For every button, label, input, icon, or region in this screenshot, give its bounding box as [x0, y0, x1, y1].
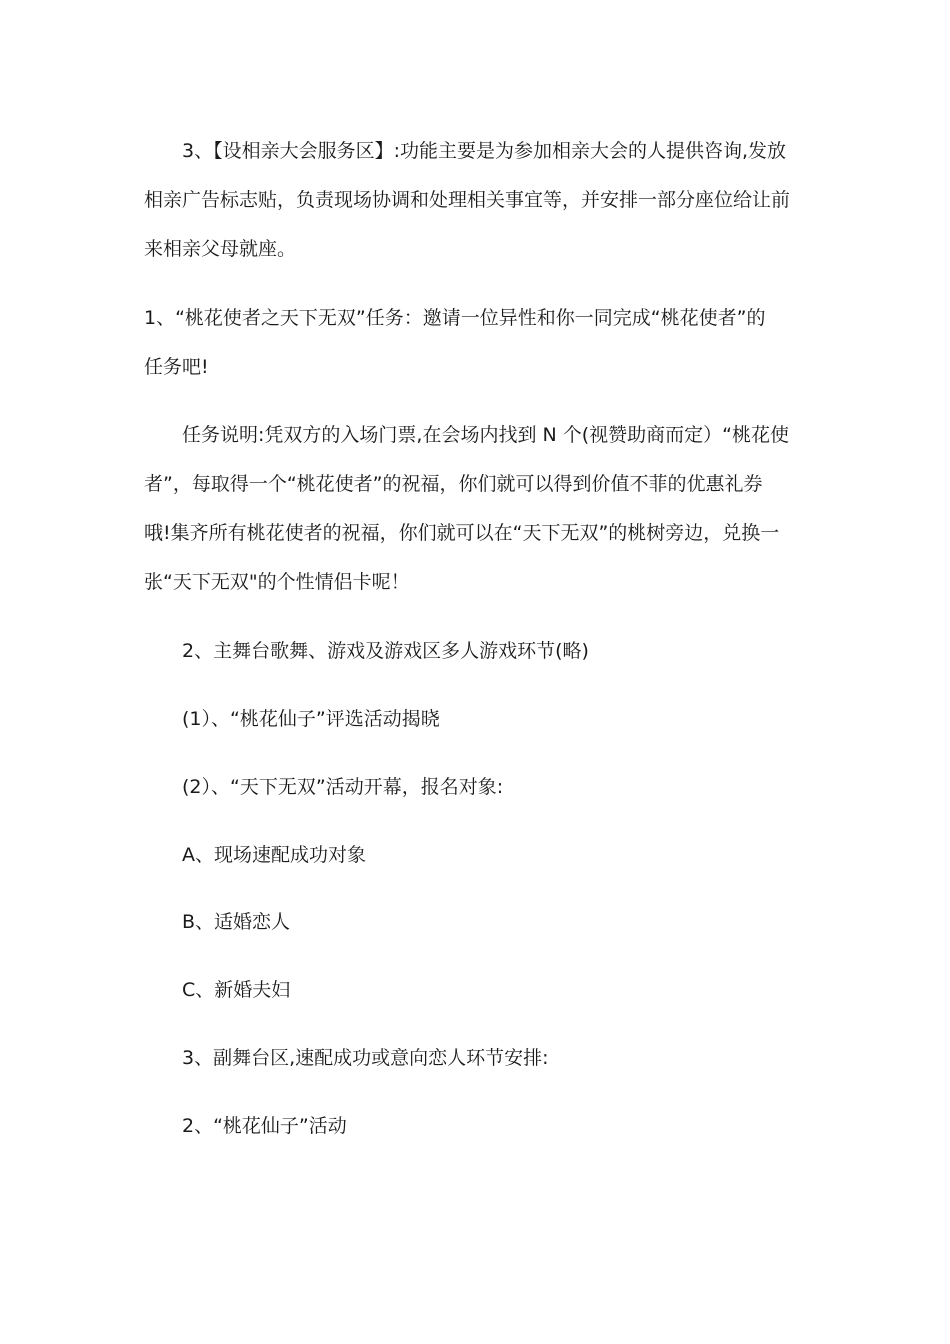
task-description-line-1: 任务说明:凭双方的入场门票,在会场内找到 N 个(视赞助商而定）“桃花使 — [182, 424, 789, 446]
task-description-line-2: 者”，每取得一个“桃花使者”的祝福，你们就可以得到价值不菲的优惠礼券 — [144, 473, 763, 495]
service-area-line-1: 3、【设相亲大会服务区】:功能主要是为参加相亲大会的人提供咨询,发放 — [182, 140, 787, 162]
task-description-line-3: 哦!集齐所有桃花使者的祝福，你们就可以在“天下无双”的桃树旁边，兑换一 — [144, 522, 780, 544]
item-option-c: C、新婚夫妇 — [182, 979, 291, 1001]
item-option-a: A、现场速配成功对象 — [182, 844, 366, 866]
task-intro-line-1: 1、“桃花使者之天下无双”任务：邀请一位异性和你一同完成“桃花使者”的 — [144, 307, 766, 329]
item-opening-registration: (2）、“天下无双”活动开幕，报名对象: — [182, 776, 504, 798]
item-sub-stage: 3、副舞台区,速配成功或意向恋人环节安排: — [182, 1047, 549, 1069]
service-area-line-3: 来相亲父母就座。 — [144, 238, 297, 260]
item-option-b: B、适婚恋人 — [182, 911, 291, 933]
item-fairy-activity: 2、“桃花仙子”活动 — [182, 1115, 347, 1137]
item-main-stage: 2、主舞台歌舞、游戏及游戏区多人游戏环节(略) — [182, 640, 589, 662]
service-area-line-2: 相亲广告标志贴，负责现场协调和处理相关事宜等，并安排一部分座位给让前 — [144, 189, 791, 211]
task-intro-line-2: 任务吧! — [144, 356, 209, 378]
item-fairy-selection: (1）、“桃花仙子”评选活动揭晓 — [182, 708, 440, 730]
task-description-line-4: 张“天下无双"的个性情侣卡呢！ — [144, 571, 410, 593]
